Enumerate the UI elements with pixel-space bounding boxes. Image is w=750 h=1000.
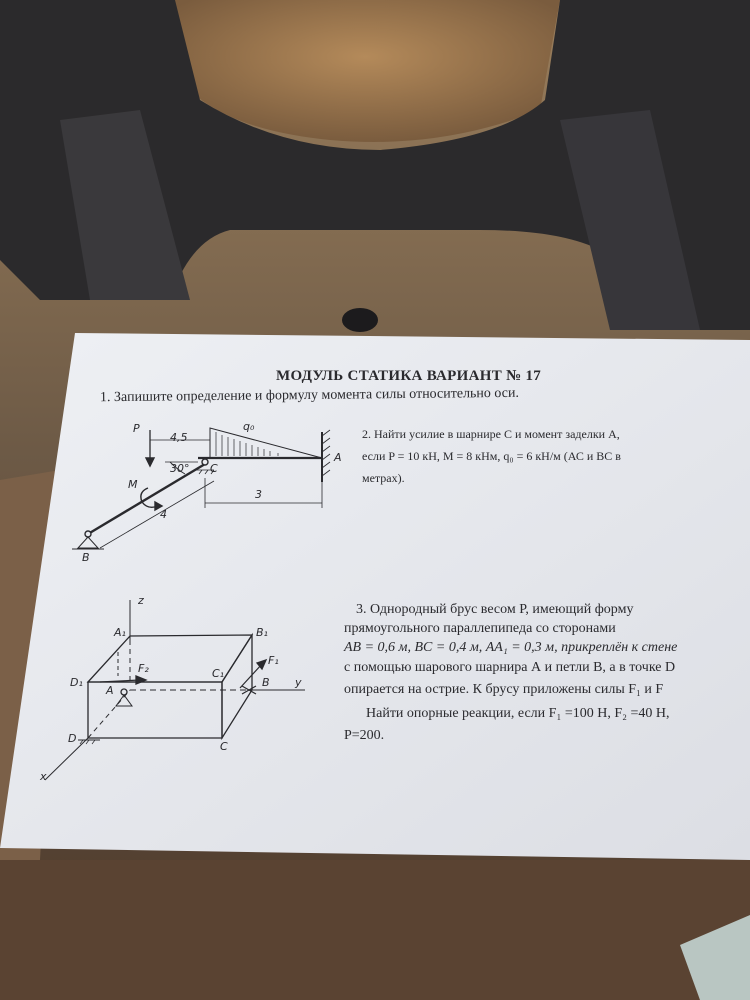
label-q0: q₀ [243,420,255,433]
question-3-line-7: P=200. [344,728,385,743]
desk-surface [0,860,750,1000]
question-2-line-3: метрах). [362,471,405,485]
label-b: B [262,676,270,689]
label-d1: D₁ [70,676,83,689]
hinge-c [202,459,208,465]
label-4: 4 [160,508,167,521]
label-a1: A₁ [114,626,126,639]
label-b: B [82,551,90,564]
label-z: z [138,594,144,607]
question-3-line-6: Найти опорные реакции, если F₁ =100 Н, F₂ =40 Н, [366,706,670,721]
chair-knob [342,308,378,332]
question-3-line-5: опирается на острие. К брусу приложены силы F₁ и F [344,682,664,697]
question-3-line-3: AB = 0,6 м, BC = 0,4 м, AA₁ = 0,3 м, прикреплён к стене [344,640,678,655]
question-3-line-2: прямоугольного параллепипеда со сторонами [344,621,616,636]
label-4-5: 4,5 [170,431,188,444]
label-c1: C₁ [212,667,225,680]
label-c: C [210,462,218,475]
question-3-line-1: 3. Однородный брус весом P, имеющий форму [356,602,634,617]
label-f2: F₂ [138,662,149,675]
label-a: A [106,684,114,697]
label-p: P [133,422,140,435]
label-x: x [40,770,47,783]
label-b1: B₁ [256,626,268,639]
label-f1: F₁ [268,654,279,667]
label-a: A [334,451,342,464]
label-d: D [68,732,77,745]
question-1: 1. Запишите определение и формулу момента силы относительно оси. [99,385,520,406]
question-2-line-1: 2. Найти усилие в шарнире С и момент заделки А, [362,427,620,441]
label-3: 3 [255,488,262,501]
label-m: M [128,478,138,491]
hinge-b [85,531,91,537]
question-3-line-4: с помощью шарового шарнира А и петли В, а в точке D [344,660,676,675]
paper-sheet [0,333,750,860]
label-30-deg: 30° [170,462,190,475]
document-title: МОДУЛЬ СТАТИКА ВАРИАНТ № 17 [276,368,542,384]
label-c: C [220,740,228,753]
label-y: y [295,676,302,689]
question-2-line-2: если P = 10 кН, M = 8 кНм, q₀ = 6 кН/м (АС и ВС в [362,449,621,463]
